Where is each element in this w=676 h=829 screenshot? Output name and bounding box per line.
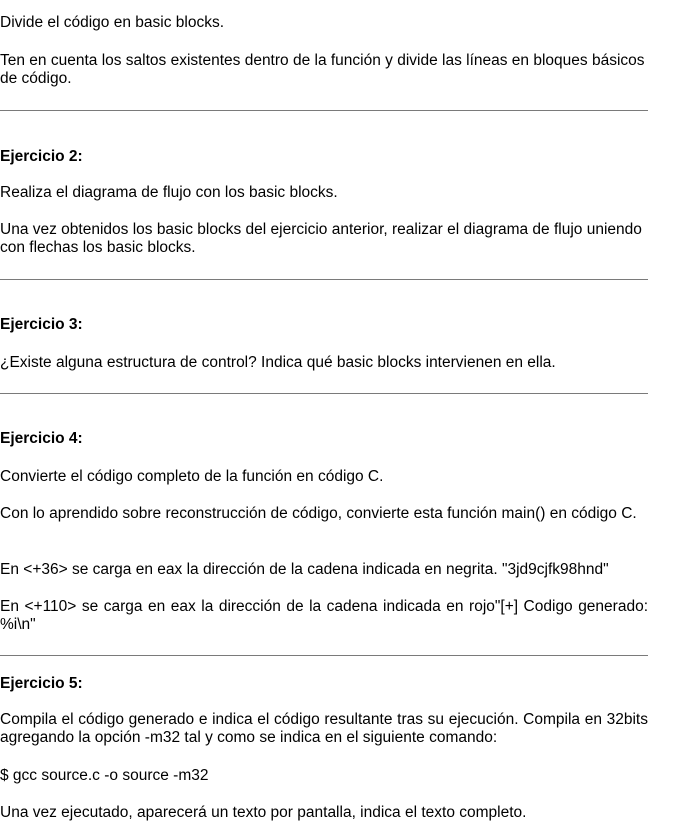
- section-divider: [0, 393, 648, 394]
- section-divider: [0, 655, 648, 656]
- exercise-5-heading: Ejercicio 5:: [0, 675, 83, 692]
- section-divider: [0, 279, 648, 280]
- exercise-3-title: ¿Existe alguna estructura de control? Indica qué basic blocks intervienen en ella.: [0, 354, 556, 371]
- exercise-3-heading: Ejercicio 3:: [0, 316, 83, 333]
- exercise-2-heading: Ejercicio 2:: [0, 148, 83, 165]
- exercise-4-title: Convierte el código completo de la función en código C.: [0, 468, 384, 485]
- exercise-2-title: Realiza el diagrama de flujo con los basic blocks.: [0, 184, 338, 201]
- exercise-5-body: Una vez ejecutado, aparecerá un texto por pantalla, indica el texto completo.: [0, 804, 527, 821]
- exercise-4-note-bold-string: En <+36> se carga en eax la dirección de la cadena indicada en negrita. "3jd9cjfk98hnd": [0, 561, 609, 578]
- exercise-4-heading: Ejercicio 4:: [0, 430, 83, 447]
- exercise-2-body: Una vez obtenidos los basic blocks del ejercicio anterior, realizar el diagrama de flujo uniendo con flechas los basic blocks.: [0, 221, 642, 256]
- exercise-5-title: Compila el código generado e indica el código resultante tras su ejecución. Compila en 32bits agregando la opción -m32 tal y como se indica en el siguiente comando:: [0, 711, 648, 746]
- exercise-4-body: Con lo aprendido sobre reconstrucción de código, convierte esta función main() en código C.: [0, 505, 637, 522]
- intro-body: Ten en cuenta los saltos existentes dentro de la función y divide las líneas en bloques básicos de código.: [0, 52, 645, 87]
- exercise-5-command: $ gcc source.c -o source -m32: [0, 767, 209, 784]
- exercise-4-note-red-string: En <+110> se carga en eax la dirección de la cadena indicada en rojo"[+] Codigo generado: %i\n": [0, 598, 648, 633]
- section-divider: [0, 110, 648, 111]
- intro-title: Divide el código en basic blocks.: [0, 14, 225, 31]
